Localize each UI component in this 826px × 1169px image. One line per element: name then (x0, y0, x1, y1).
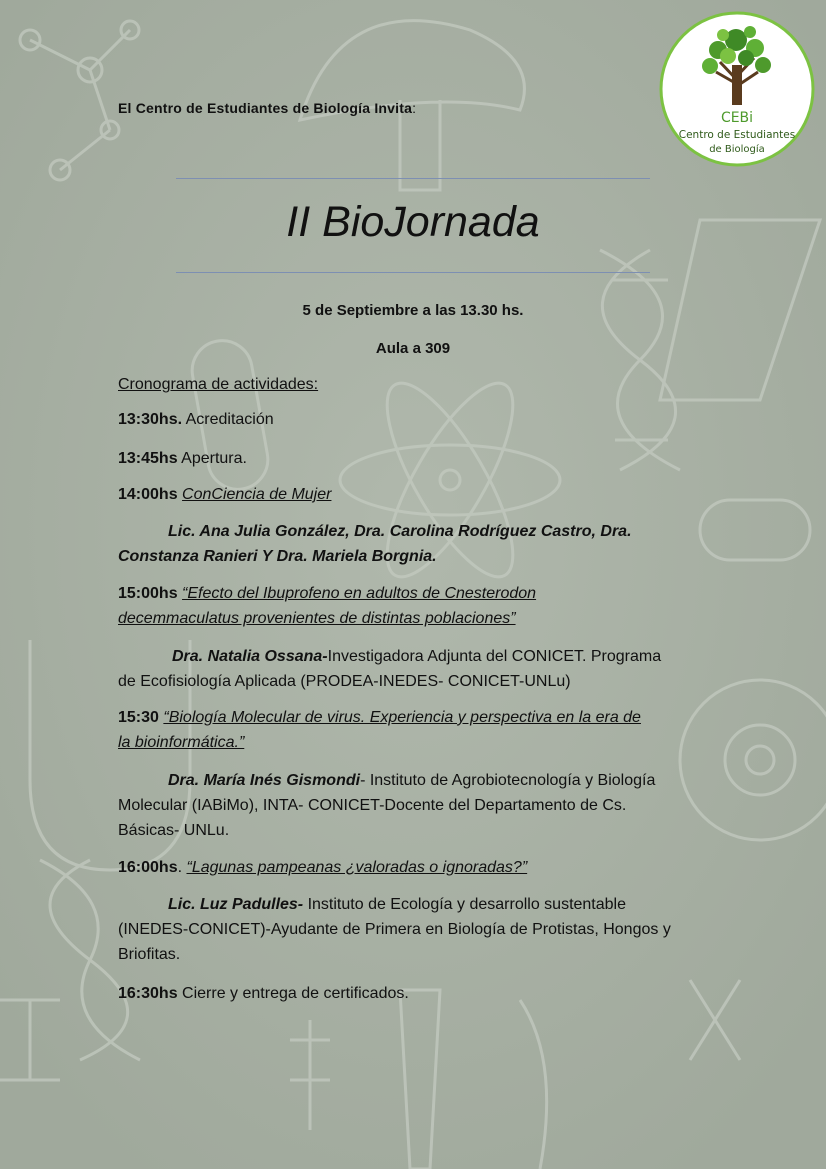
schedule-item (118, 447, 247, 472)
invite-text: El Centro de Estudiantes de Biología Invita (118, 100, 413, 116)
speaker-affil-line1: Investigadora Adjunta del CONICET. Programa (327, 648, 662, 665)
item-speaker (118, 645, 661, 670)
item-time: 16:00hs (118, 859, 178, 876)
event-date: 5 de Septiembre a las 13.30 hs. (302, 302, 524, 319)
invite-colon: : (412, 100, 417, 116)
schedule-heading: Cronograma de actividades: (118, 376, 319, 393)
item-title-line2: la bioinformática.” (118, 734, 245, 751)
schedule-item (118, 582, 536, 607)
item-time: 15:30 (118, 709, 159, 726)
item-text: Apertura. (177, 450, 247, 467)
speaker-name: Dra. Natalia Ossana- (172, 648, 328, 665)
logo-abbr: CEBi (720, 110, 754, 126)
page-title: II BioJornada (286, 198, 540, 246)
divider-top (176, 178, 650, 179)
speaker-affil-line2: (INEDES-CONICET)-Ayudante de Primera en Biología de Protistas, Hongos y (118, 921, 671, 938)
item-title-line2: decemmaculatus provenientes de distintas poblaciones” (118, 610, 516, 627)
item-speakers (118, 520, 632, 545)
item-time: 13:45hs (118, 450, 178, 467)
item-time: 15:00hs (118, 585, 178, 602)
schedule-item (118, 856, 527, 881)
speakers-line2: Constanza Ranieri Y Dra. Mariela Borgnia. (118, 548, 437, 565)
speaker-name: Lic. Luz Padulles- (168, 896, 304, 913)
schedule-item (118, 408, 274, 433)
item-speaker (118, 769, 655, 794)
speaker-affil-line2: Molecular (IABiMo), INTA- CONICET-Docente del Departamento de Cs. (118, 797, 627, 814)
speakers-line1: Lic. Ana Julia González, Dra. Carolina Rodríguez Castro, Dra. (168, 523, 632, 540)
item-title: “Lagunas pampeanas ¿valoradas o ignoradas?” (186, 859, 528, 876)
event-room: Aula a 309 (375, 340, 451, 357)
item-speaker (118, 893, 626, 918)
speaker-affil-line3: Briofitas. (118, 946, 181, 963)
speaker-affil-line2: de Ecofisiología Aplicada (PRODEA-INEDES- CONICET-UNLu) (118, 673, 571, 690)
logo-line2: de Biología (709, 144, 765, 155)
schedule-item (118, 706, 641, 731)
speaker-name: Dra. María Inés Gismondi (168, 772, 361, 789)
item-text: Cierre y entrega de certificados. (177, 985, 409, 1002)
schedule-item (118, 483, 331, 508)
speaker-affil-line3: Básicas- UNLu. (118, 822, 230, 839)
speaker-affil-line1: - Instituto de Agrobiotecnología y Biología (360, 772, 656, 789)
logo-line1: Centro de Estudiantes (678, 129, 796, 141)
item-dot: . (177, 859, 187, 876)
item-title: ConCiencia de Mujer (182, 486, 332, 503)
invite-line (118, 100, 416, 116)
item-time: 14:00hs (118, 486, 178, 503)
item-time: 13:30hs. (118, 411, 183, 428)
schedule-item (118, 982, 409, 1007)
item-title-line1: “Efecto del Ibuprofeno en adultos de Cnesterodon (182, 585, 537, 602)
item-time: 16:30hs (118, 985, 178, 1002)
item-title-line1: “Biología Molecular de virus. Experiencia y perspectiva en la era de (163, 709, 641, 726)
divider-bottom (176, 272, 650, 273)
speaker-affil-line1: Instituto de Ecología y desarrollo sustentable (303, 896, 626, 913)
item-text: Acreditación (182, 411, 274, 428)
